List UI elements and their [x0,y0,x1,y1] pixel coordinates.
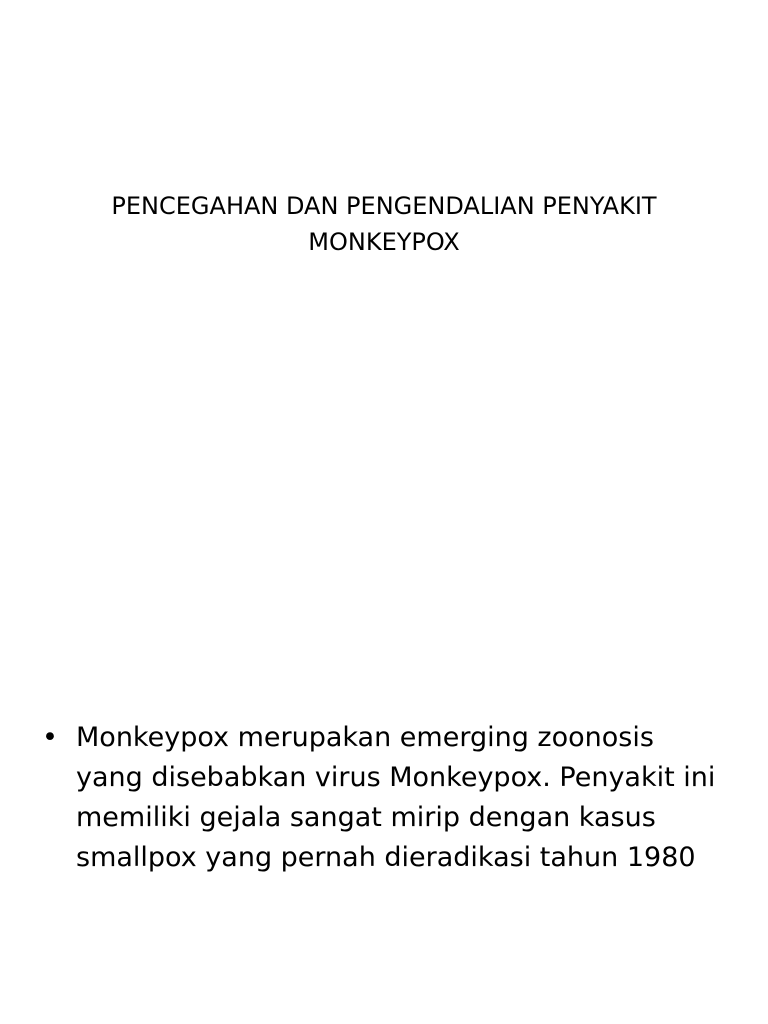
bullet-list [38,718,728,878]
slide-title: PENCEGAHAN DAN PENGENDALIAN PENYAKIT MONKEYPOX [111,192,657,256]
list-item [38,718,728,878]
bullet-text: Monkeypox merupakan emerging zoonosis yang disebabkan virus Monkeypox. Penyakit ini memiliki gejala sangat mirip dengan kasus smallpox yang pernah dieradikasi tahun 1980 [76,722,716,873]
bullet-marker: • [42,722,58,753]
